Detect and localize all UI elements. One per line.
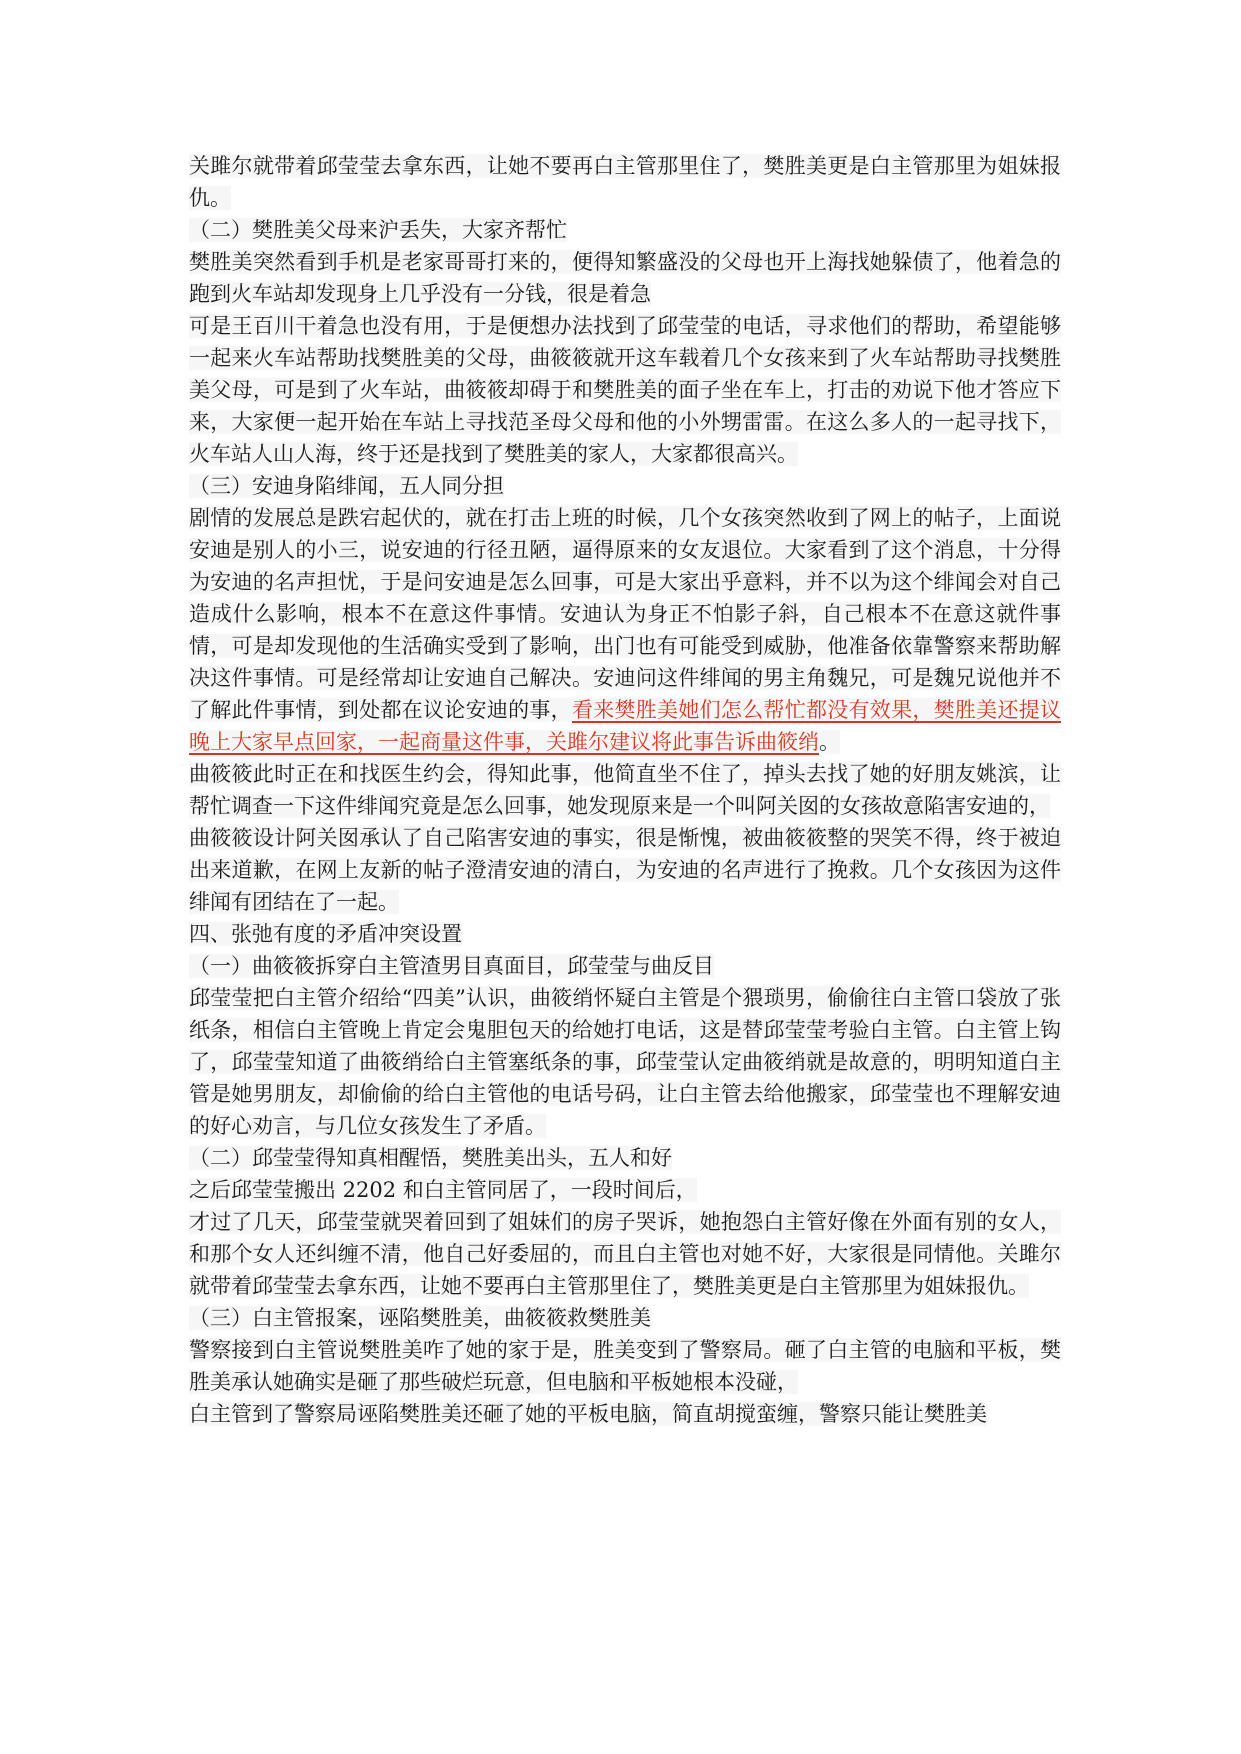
highlighted-red-text: 看来樊胜美她们怎么帮忙都没有效果，樊胜美还提议晚上大家早点回家，一起商量这件事，关雎尔建议将此事告诉曲筱绡 (189, 698, 1062, 754)
paragraph-text: 之后邱莹莹搬出 2202 和白主管同居了，一段时间后， (189, 1178, 697, 1202)
section-heading-andy-rumor (189, 470, 1061, 502)
paragraph-11 (189, 1398, 1061, 1430)
paragraph-4 (189, 502, 1061, 758)
paragraph-6 (189, 822, 1061, 918)
paragraph-5 (189, 758, 1061, 822)
section-heading-conflict (189, 918, 1061, 950)
paragraph-text: 警察接到白主管说樊胜美咋了她的家于是，胜美变到了警察局。砸了白主管的电脑和平板，樊胜美承认她确实是砸了那些破烂玩意，但电脑和平板她根本没碰， (189, 1338, 1061, 1394)
paragraph-8 (189, 1174, 1061, 1206)
paragraph-text: 才过了几天，邱莹莹就哭着回到了姐妹们的房子哭诉，她抱怨白主管好像在外面有别的女人，和那个女人还纠缠不清，他自己好委屈的，而且白主管也对她不好，大家很是同情他。关雎尔就带着邱莹莹去拿东西，让她不要再白主管那里住了，樊胜美更是白主管那里为姐妹报仇。 (189, 1210, 1061, 1298)
paragraph-9 (189, 1206, 1061, 1302)
paragraph-3 (189, 310, 1061, 470)
heading-text: （三）安迪身陷绯闻，五人同分担 (189, 474, 504, 498)
paragraph-text: 邱莹莹把白主管介绍给“四美”认识，曲筱绡怀疑白主管是个猥琐男，偷偷往白主管口袋放了张纸条，相信白主管晚上肯定会鬼胆包天的给她打电话，这是替邱莹莹考验白主管。白主管上钩了，邱莹莹知道了曲筱绡给白主管塞纸条的事，邱莹莹认定曲筱绡就是故意的，明明知道白主管是她男朋友，却偷偷的给白主管他的电话号码，让白主管去给他搬家，邱莹莹也不理解安迪的好心劝言，与几位女孩发生了矛盾。 (189, 986, 1061, 1138)
paragraph-text: 曲筱筱此时正在和找医生约会，得知此事，他简直坐不住了，掉头去找了她的好朋友姚滨，让帮忙调查一下这件绯闻究竟是怎么回事，她发现原来是一个叫阿关囡的女孩故意陷害安迪的， (189, 762, 1061, 818)
subsection-heading-3 (189, 1302, 1061, 1334)
paragraph-text: 樊胜美突然看到手机是老家哥哥打来的，便得知繁盛没的父母也开上海找她躲债了，他着急的跑到火车站却发现身上几乎没有一分钱，很是着急 (189, 250, 1061, 306)
section-heading-parents-lost (189, 214, 1061, 246)
document-body (189, 150, 1061, 1430)
paragraph-text: 关雎尔就带着邱莹莹去拿东西，让她不要再白主管那里住了，樊胜美更是白主管那里为姐妹报仇。 (189, 154, 1061, 210)
paragraph-tail: 。 (819, 730, 840, 754)
paragraph-1 (189, 150, 1061, 214)
subsection-heading-2 (189, 1142, 1061, 1174)
paragraph-2 (189, 246, 1061, 310)
heading-text: （二）邱莹莹得知真相醒悟，樊胜美出头，五人和好 (189, 1146, 672, 1170)
paragraph-7 (189, 982, 1061, 1142)
paragraph-10 (189, 1334, 1061, 1398)
paragraph-text: 可是王百川干着急也没有用，于是便想办法找到了邱莹莹的电话，寻求他们的帮助，希望能够一起来火车站帮助找樊胜美的父母，曲筱筱就开这车载着几个女孩来到了火车站帮助寻找樊胜美父母，可是到了火车站，曲筱筱却碍于和樊胜美的面子坐在车上，打击的劝说下他才答应下来，大家便一起开始在车站上寻找范圣母父母和他的小外甥雷雷。在这么多人的一起寻找下，火车站人山人海，终于还是找到了樊胜美的家人，大家都很高兴。 (189, 314, 1061, 466)
paragraph-text: 剧情的发展总是跌宕起伏的，就在打击上班的时候，几个女孩突然收到了网上的帖子，上面说安迪是别人的小三，说安迪的行径丑陋，逼得原来的女友退位。大家看到了这个消息，十分得为安迪的名声担忧，于是问安迪是怎么回事，可是大家出乎意料，并不以为这个绯闻会对自己造成什么影响，根本不在意这件事情。安迪认为身正不怕影子斜，自己根本不在意这就件事情，可是却发现他的生活确实受到了影响，出门也有可能受到威胁，他准备依靠警察来帮助解决这件事情。可是经常却让安迪自己解决。安迪问这件绯闻的男主角魏兄，可是魏兄说他并不了解此件事情，到处都在议论安迪的事， (189, 506, 1061, 722)
heading-text: （三）白主管报案，诬陷樊胜美，曲筱筱救樊胜美 (189, 1306, 651, 1330)
heading-text: （一）曲筱筱拆穿白主管渣男目真面目，邱莹莹与曲反目 (189, 954, 714, 978)
subsection-heading-1 (189, 950, 1061, 982)
paragraph-text: 曲筱筱设计阿关囡承认了自己陷害安迪的事实，很是惭愧，被曲筱筱整的哭笑不得，终于被迫出来道歉，在网上友新的帖子澄清安迪的清白，为安迪的名声进行了挽救。几个女孩因为这件绯闻有团结在了一起。 (189, 826, 1061, 914)
heading-text: （二）樊胜美父母来沪丢失，大家齐帮忙 (189, 218, 567, 242)
heading-text: 四、张弛有度的矛盾冲突设置 (189, 922, 462, 946)
paragraph-text: 白主管到了警察局诬陷樊胜美还砸了她的平板电脑，简直胡搅蛮缠，警察只能让樊胜美 (189, 1402, 987, 1426)
